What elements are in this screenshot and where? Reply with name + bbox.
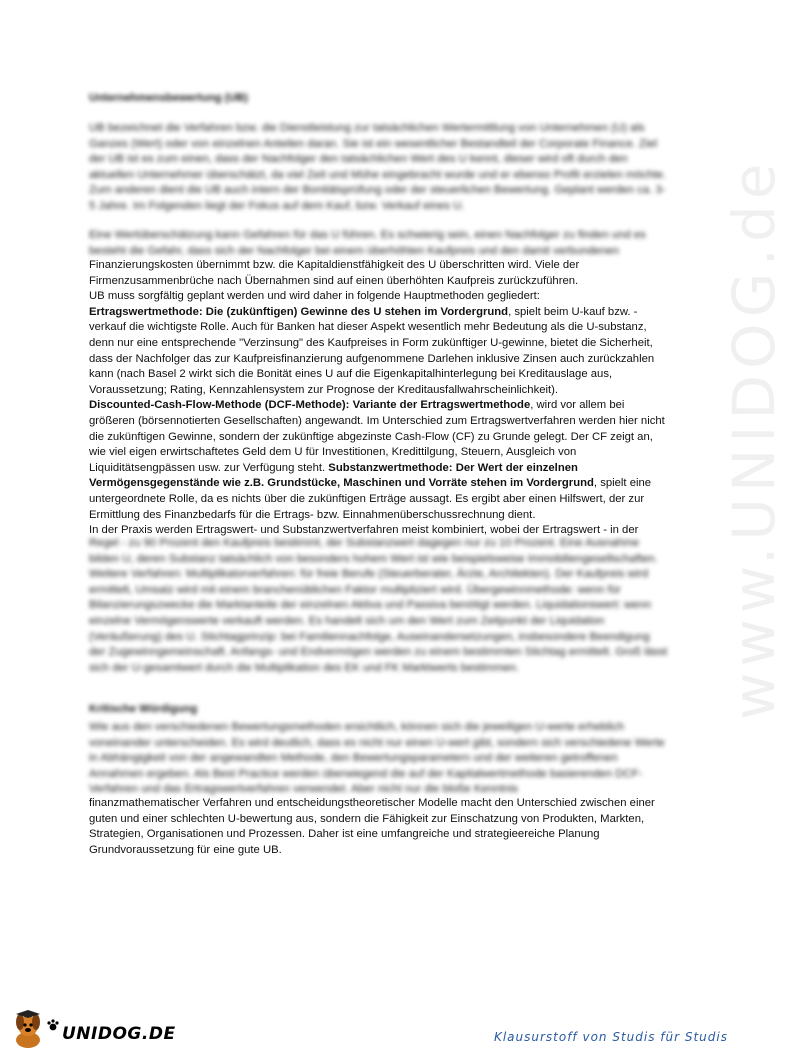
substanzwert-text: , spielt eine untergeordnete Rolle, da es nichts über die zukünftigen Erträge aussagt. Es ergibt aber einen Hilfswert, der zur Ermittlung des Finanzbedarfs für die Ertrags- bzw. Einnahmenüberschussrechnung dient. [89, 477, 652, 521]
further-methods-blurred: Regel - zu 90 Prozent den Kaufpreis bestimmt, der Substanzwert dagegen nur zu 10 Prozent. Eine Ausnahme bilden U, deren Substanz tatsächlich von besonders hohem Wert ist wie beispielsweise Immobiliengesellschaften. Weitere Verfahren: Multiplikatorverfahren: für freie Berufe (Steuerberater, Ärzte, Architekten). Der Kaufpreis wird ermittelt, Umsatz wird mit einem branchenüblichen Faktor multipliziert wird. Übergewinnmethode: wenn für Bilanzierungszwecke die Marktanteile der einzelnen Aktiva und Passiva benötigt werden. Liquidationswert: wenn einzelne Vermögenswerte verkauft werden. Es handelt sich um den Wert zum Zeitpunkt der Liquidation (Veräußerung) des U. Stichtagprinzip: bei Familiennachfolge, Auseinandersetzungen, insbesondere Beendigung der Zugewinngemeinschaft. Anfangs- und Endvermögen werden zu einem bestimmten Stichtag ermittelt. Groß lässt sich der U-gesamtwert durch die Multiplikation des EK und FK Marktwerts bestimmen. [89, 537, 668, 674]
dcf-text: , wird vor allem bei größeren (börsennotierten Gesellschaften) angewandt. Im Unterschied zum Ertragswertverfahren werden hier nicht die zukünftigen Gewinne, sondern der zukünftige abgezinste Cash-Flow (CF) zu Grunde gelegt. Der CF zeigt an, wie viel eigen erwirtschaftetes Geld dem U für Investitionen, Kredittilgung, Steuern, Ausgleich von Liquiditätsengpässen usw. zur Verfügung steht. [89, 399, 665, 474]
risk-text-1: Finanzierungskosten übernimmt bzw. die Kapitaldienstfähigkeit des U überschritten wird. Viele der [89, 259, 580, 271]
unidog-logo[interactable] [12, 1010, 176, 1050]
paragraph-risk-blurred: Eine Wertüberschätzung kann Gefahren für das U führen. Es schwierig sein, einen Nachfolger zu finden und es besteht die Gefahr, dass sich der Nachfolger bei einem überhöhten Kaufpreis und den damit verbundenen [89, 229, 646, 257]
critical-text: finanzmathematischer Verfahren und entscheidungstheoretischer Modelle macht den Unterschied zwischen einer guten und einer schlechten U-bewertung aus, sondern die Fähigkeit zur Einschatzung von Produkten, Markten, Strategien, Organisationen und Prozessen. Daher ist eine umfangreiche und strategieereiche Planung Grundvoraussetzung für eine gute UB. [89, 797, 655, 856]
methods-section [89, 258, 669, 539]
footer-slogan: Klausurstoff von Studis für Studis [493, 1030, 728, 1044]
praxis-text: In der Praxis werden Ertragswert- und Substanzwertverfahren meist kombiniert, wobei der Ertragswert - in der [89, 524, 639, 537]
paragraph-intro: UB bezeichnet die Verfahren bzw. die Dienstleistung zur tatsächlichen Wertermittlung von Unternehmen (U) als Ganzes (Wert) oder von einzelnen Anteilen daran. Sie ist ein wesentlicher Bestandteil der Corporate Finance. Ziel der UB ist es zum einen, dass der Nachfolger den tatsächlichen Wert des U kennt, dieser wird oft durch den aktuellen Unternehmer überschätzt, da viel Zeit und Mühe eingebracht wurde und er ebenso Profit erzielen möchte. Zum anderen dient die UB auch intern der Bonitätsprüfung oder der steuerlichen Bewertung. Geplant werden ca. 3-5 Jahre. Im Folgenden liegt der Fokus auf dem Kauf, bzw. Verkauf eines U. [89, 122, 667, 212]
critical-heading: Kritische Würdigung [89, 703, 198, 715]
ertragswert-heading: Ertragswertmethode: Die (zukünftigen) Gewinne des U stehen im Vordergrund [89, 305, 509, 318]
watermark: www.UNIDOG.de [720, 157, 788, 720]
risk-text-3: UB muss sorgfältig geplant werden und wird daher in folgende Hauptmethoden gegliedert: [89, 290, 540, 303]
risk-text-2: Firmenzusammenbrüche nach Übernahmen sind auf einen überhöhten Kaufpreis zurückzuführen. [89, 274, 579, 287]
critical-text-blurred: Wie aus den verschiedenen Bewertungsmethoden ersichtlich, können sich die jeweiligen U-werte erheblich voneinander unterscheiden. Es wird deutlich, dass es nicht nur einen U-wert gibt, sondern sich verschiedene Werte in Abhängigkeit von der angewandten Methode, den Bewertungsparametern und der weiteren getroffenen Annahmen ergeben. Als Best Practice werden überwiegend die auf der Kapitalwertmethode basierenden DCF- Verfahren und das Ertragswertverfahren verwendet. Aber nicht nur die bloße Kenntnis [89, 721, 665, 796]
dog-mascot-icon [12, 1010, 46, 1050]
dcf-heading: Discounted-Cash-Flow-Methode (DCF-Methode): Variante der Ertragswertmethode [89, 399, 531, 412]
logo-text: UNIDOG.DE [62, 1024, 176, 1044]
substanzwert-heading: Substanzwertmethode: Der Wert der einzelnen Vermögensgegenstände wie z.B. Grundstücke, Maschinen und Vorräte stehen im Vordergrund [89, 461, 594, 490]
ertragswert-text: , spielt beim U-kauf bzw. -verkauf die wichtigste Rolle. Auch für Banken hat dieser Aspekt wesentlich mehr Bedeutung als die U-substanz, denn nur eine entsprechende "Verzinsung" des Kaufpreises in Form zukünftiger U-gewinne, bietet die Sicherheit, dass der Nachfolger das zur Kaufpreisfinanzierung aufgenommene Darlehen inklusive Zinsen auch zurückzahlen kann (nach Basel 2 wirkt sich die Bonität eines U auf die Eigenkapitalhinterlegung bei Kreditauslage aus, Voraussetzung; Rating, Kennzahlensystem zur Prognose der Kreditausfallwahrscheinlichkeit). [89, 305, 655, 396]
paw-icon [46, 1018, 60, 1032]
document-heading: Unternehmensbewertung (UB) [89, 92, 248, 104]
